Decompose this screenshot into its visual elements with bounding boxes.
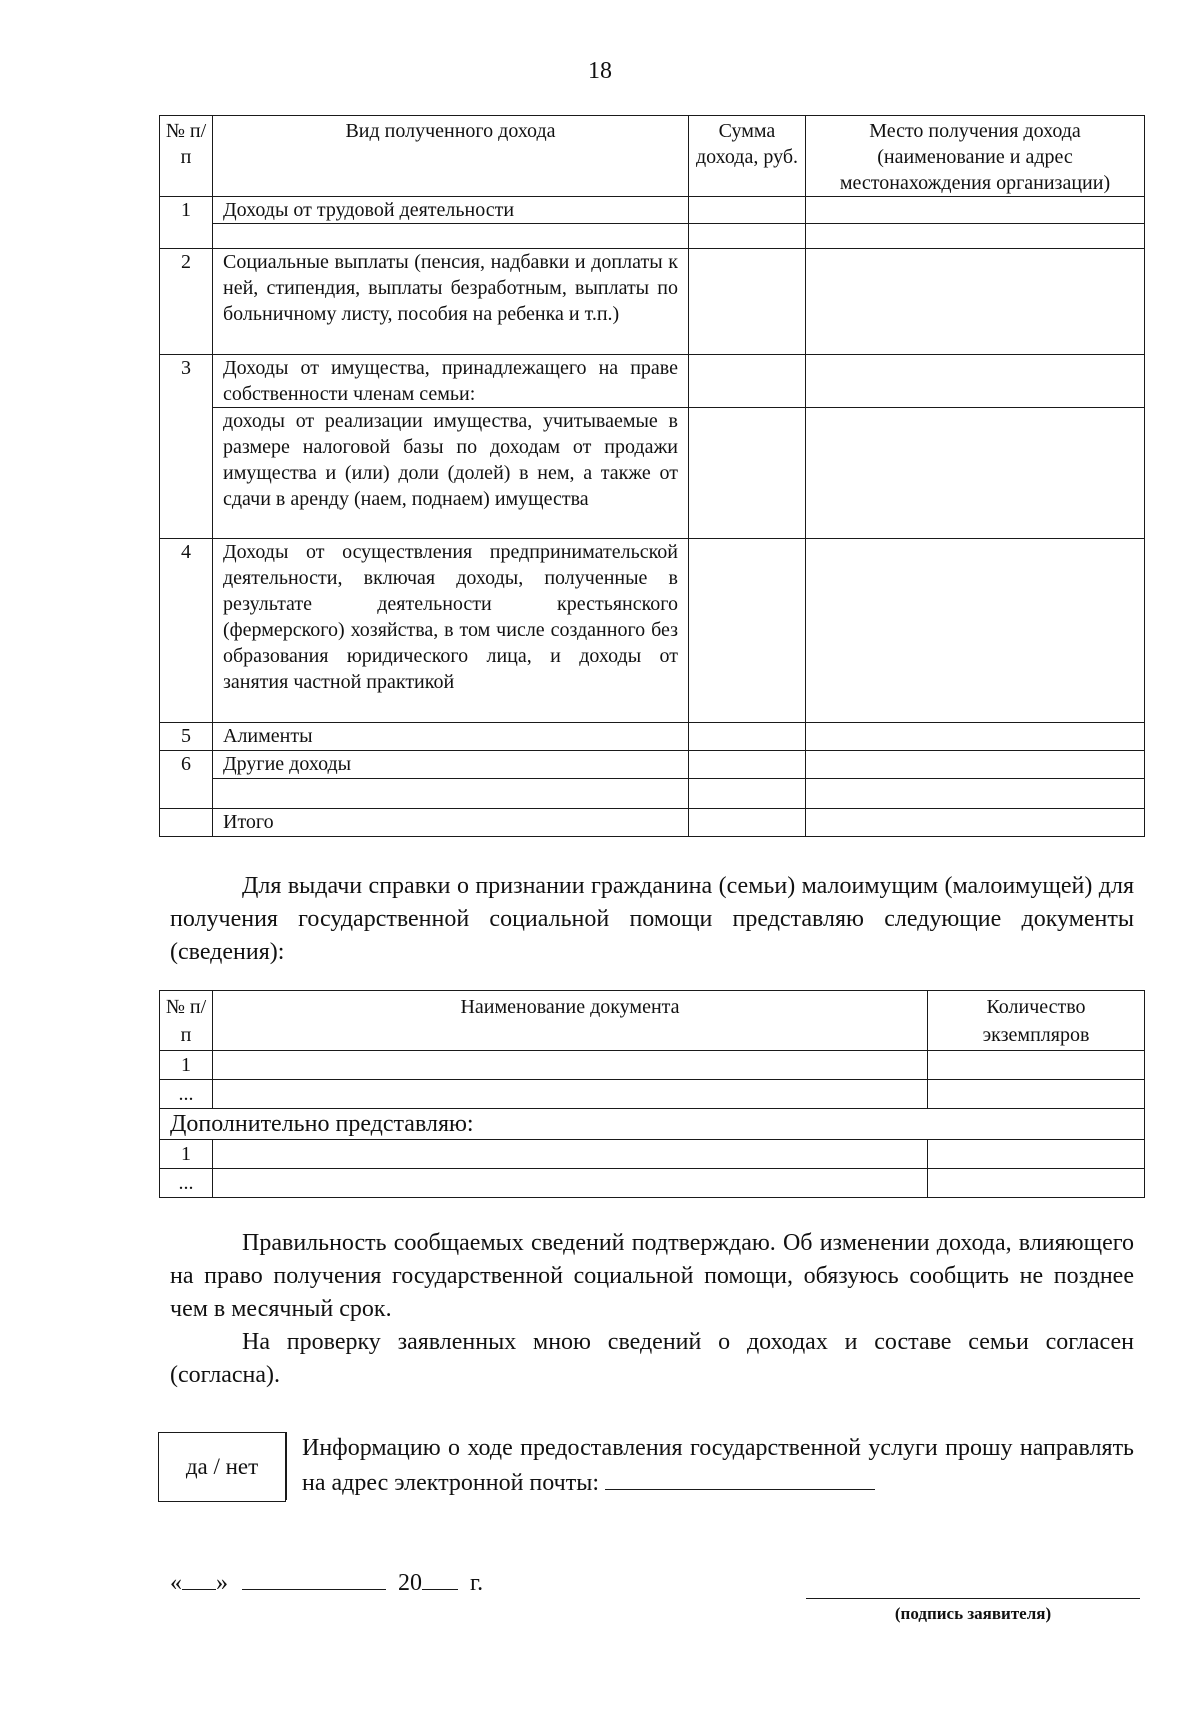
place-cell[interactable]	[806, 779, 1145, 809]
documents-paragraph	[170, 870, 1134, 969]
yes-no-label: да / нет	[185, 1454, 259, 1479]
row-num: 6	[160, 751, 213, 809]
documents-paragraph-text: Для выдачи справки о признании гражданина (семьи) малоимущим (малоимущей) для получения государственной социальной помощи представляю следующие документы (сведения):	[170, 873, 1134, 965]
row-text: Доходы от имущества, принадлежащего на праве собственности членам семьи:	[213, 355, 689, 408]
extra-text-cell[interactable]	[213, 779, 689, 809]
year-prefix: 20	[398, 1570, 422, 1596]
place-cell[interactable]	[806, 723, 1145, 751]
additional-row	[160, 1109, 1145, 1140]
date-open-quote: «	[170, 1570, 182, 1596]
sum-cell[interactable]	[689, 723, 806, 751]
confirmation-paragraph-1	[170, 1227, 1134, 1326]
date-line	[170, 1565, 483, 1597]
additional-label: Дополнительно представляю:	[160, 1109, 1145, 1140]
table-row	[160, 1051, 1145, 1080]
table-row	[160, 539, 1145, 723]
date-close-quote: »	[216, 1570, 228, 1596]
row-num: 1	[160, 1140, 213, 1169]
row-text: доходы от реализации имущества, учитываемые в размере налоговой базы по доходам от продажи имущества и (или) доли (долей) в нем, а также от сдачи в аренду (наем, поднаем) имущества	[213, 408, 689, 539]
document-name-cell[interactable]	[213, 1051, 928, 1080]
row-text: Доходы от трудовой деятельности	[213, 197, 689, 224]
year-suffix: г.	[470, 1570, 484, 1596]
place-cell[interactable]	[806, 751, 1145, 779]
row-text: Алименты	[213, 723, 689, 751]
row-num: ...	[160, 1169, 213, 1198]
table-row	[160, 249, 1145, 355]
row-num: 1	[160, 197, 213, 249]
row-num: 5	[160, 723, 213, 751]
total-sum-cell[interactable]	[689, 809, 806, 837]
row-num: 4	[160, 539, 213, 723]
row-text: Доходы от осуществления предпринимательской деятельности, включая доходы, полученные в результате деятельности крестьянского (фермерского) хозяйства, в том числе созданного без образования юридического лица, и доходы от занятия частной практикой	[213, 539, 689, 723]
place-cell[interactable]	[806, 355, 1145, 408]
table-row	[160, 1140, 1145, 1169]
place-cell[interactable]	[806, 539, 1145, 723]
header-document-name: Наименование документа	[213, 991, 928, 1051]
place-cell[interactable]	[806, 249, 1145, 355]
table-row	[160, 197, 1145, 224]
header-sum: Сумма дохода, руб.	[689, 116, 806, 197]
table-row	[160, 779, 1145, 809]
documents-table	[159, 990, 1145, 1198]
table-row	[160, 723, 1145, 751]
confirmation-text-1: Правильность сообщаемых сведений подтверждаю. Об изменении дохода, влияющего на право получения государственной социальной помощи, обязуюсь сообщить не позднее чем в месячный срок.	[170, 1230, 1134, 1322]
table-row	[160, 355, 1145, 408]
place-cell[interactable]	[806, 408, 1145, 539]
place-cell[interactable]	[806, 224, 1145, 249]
day-field[interactable]	[182, 1565, 216, 1590]
table-row	[160, 751, 1145, 779]
sum-cell[interactable]	[689, 539, 806, 723]
table-row	[160, 1169, 1145, 1198]
document-count-cell[interactable]	[928, 1080, 1145, 1109]
sum-cell[interactable]	[689, 249, 806, 355]
page-number: 18	[588, 58, 612, 84]
document-name-cell[interactable]	[213, 1080, 928, 1109]
month-field[interactable]	[242, 1565, 386, 1590]
sum-cell[interactable]	[689, 751, 806, 779]
row-text: Другие доходы	[213, 751, 689, 779]
row-num: ...	[160, 1080, 213, 1109]
confirmation-text-2: На проверку заявленных мною сведений о доходах и составе семьи согласен (согласна).	[170, 1329, 1134, 1388]
income-table-header	[160, 116, 1145, 197]
row-num: 3	[160, 355, 213, 539]
total-row	[160, 809, 1145, 837]
place-cell[interactable]	[806, 197, 1145, 224]
place-cell[interactable]	[806, 809, 1145, 837]
extra-text-cell[interactable]	[213, 224, 689, 249]
document-count-cell[interactable]	[928, 1140, 1145, 1169]
table-row	[160, 408, 1145, 539]
header-count: Количество экземпляров	[928, 991, 1145, 1051]
signature-line[interactable]	[806, 1598, 1140, 1599]
info-divider	[286, 1432, 287, 1500]
confirmation-paragraph-2	[170, 1326, 1134, 1392]
table-row	[160, 1080, 1145, 1109]
header-place: Место получения дохода (наименование и адрес местонахождения организации)	[806, 116, 1145, 197]
row-num	[160, 809, 213, 837]
document-name-cell[interactable]	[213, 1169, 928, 1198]
document-name-cell[interactable]	[213, 1140, 928, 1169]
document-count-cell[interactable]	[928, 1169, 1145, 1198]
sum-cell[interactable]	[689, 355, 806, 408]
income-table	[159, 115, 1145, 837]
sum-cell[interactable]	[689, 224, 806, 249]
yes-no-box[interactable]	[158, 1432, 286, 1502]
row-num: 2	[160, 249, 213, 355]
signature-caption: (подпись заявителя)	[894, 1604, 1052, 1623]
header-num: № п/п	[160, 991, 213, 1051]
email-request-text: Информацию о ходе предоставления государственной услуги прошу направлять на адрес электронной почты:	[302, 1435, 1134, 1496]
email-field[interactable]	[605, 1465, 875, 1490]
header-income-type: Вид полученного дохода	[213, 116, 689, 197]
document-count-cell[interactable]	[928, 1051, 1145, 1080]
sum-cell[interactable]	[689, 197, 806, 224]
row-num: 1	[160, 1051, 213, 1080]
year-field[interactable]	[422, 1565, 458, 1590]
documents-table-header	[160, 991, 1145, 1051]
table-row	[160, 224, 1145, 249]
row-text: Социальные выплаты (пенсия, надбавки и доплаты к ней, стипендия, выплаты безработным, выплаты по больничному листу, пособия на ребенка и т.п.)	[213, 249, 689, 355]
email-request	[302, 1432, 1134, 1500]
total-label: Итого	[213, 809, 689, 837]
sum-cell[interactable]	[689, 779, 806, 809]
header-num: № п/п	[160, 116, 213, 197]
sum-cell[interactable]	[689, 408, 806, 539]
